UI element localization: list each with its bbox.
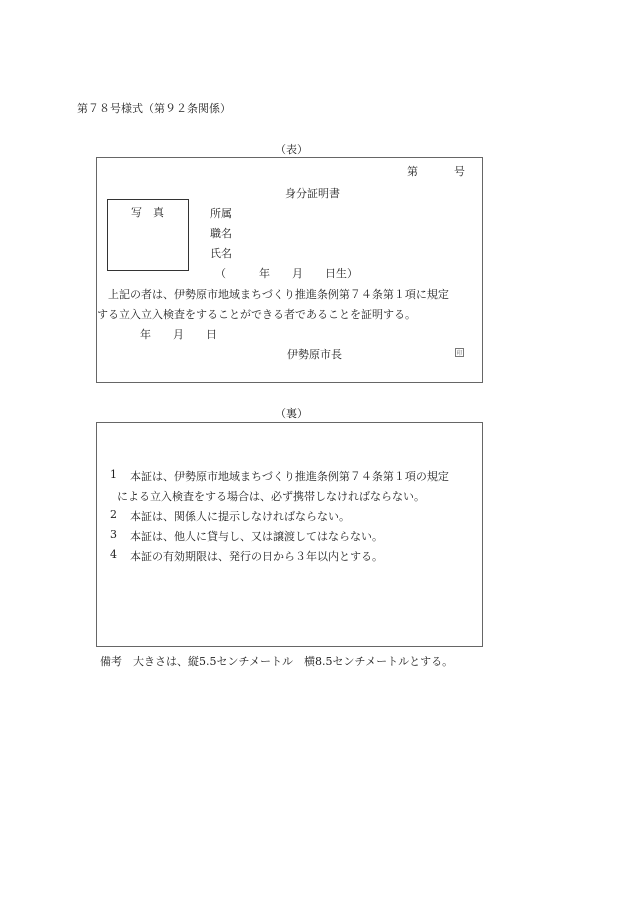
front-label: （表） <box>275 143 308 156</box>
item-2-text: 本証は、関係人に提示しなければならない。 <box>130 510 350 523</box>
body-line-2: する立入立入検査をすることができる者であることを証明する。 <box>97 308 416 321</box>
photo-label: 写 真 <box>131 206 164 219</box>
item-4-number: 4 <box>110 548 117 561</box>
front-card <box>96 157 483 383</box>
issuer: 伊勢原市長 <box>287 348 342 361</box>
item-1-line-2: による立入検査をする場合は、必ず携帯しなければならない。 <box>117 490 425 503</box>
remarks-note: 備考 大きさは、縦5.5センチメートル 横8.5センチメートルとする。 <box>100 655 454 668</box>
number-prefix: 第 <box>407 165 418 178</box>
item-3-number: 3 <box>110 528 117 541</box>
back-label: （裏） <box>275 407 308 420</box>
item-2-number: 2 <box>110 508 117 521</box>
field-position: 職名 <box>210 227 232 240</box>
seal-icon: 印 <box>456 350 463 357</box>
photo-box <box>107 199 189 271</box>
item-1-number: 1 <box>110 468 117 481</box>
item-4-text: 本証の有効期限は、発行の日から３年以内とする。 <box>130 550 383 563</box>
form-title: 第７８号様式（第９２条関係） <box>77 102 231 115</box>
item-3-text: 本証は、他人に貸与し、又は譲渡してはならない。 <box>130 530 383 543</box>
number-suffix: 号 <box>454 165 465 178</box>
back-card <box>96 422 483 647</box>
field-name: 氏名 <box>210 247 232 260</box>
field-affiliation: 所属 <box>210 207 232 220</box>
issue-date-line: 年 月 日 <box>140 328 217 341</box>
birth-date-line: （ 年 月 日生） <box>215 267 358 280</box>
item-1-line-1: 本証は、伊勢原市地域まちづくり推進条例第７４条第１項の規定 <box>130 470 449 483</box>
body-line-1: 上記の者は、伊勢原市地域まちづくり推進条例第７４条第１項に規定 <box>108 288 449 301</box>
card-title: 身分証明書 <box>285 187 340 200</box>
